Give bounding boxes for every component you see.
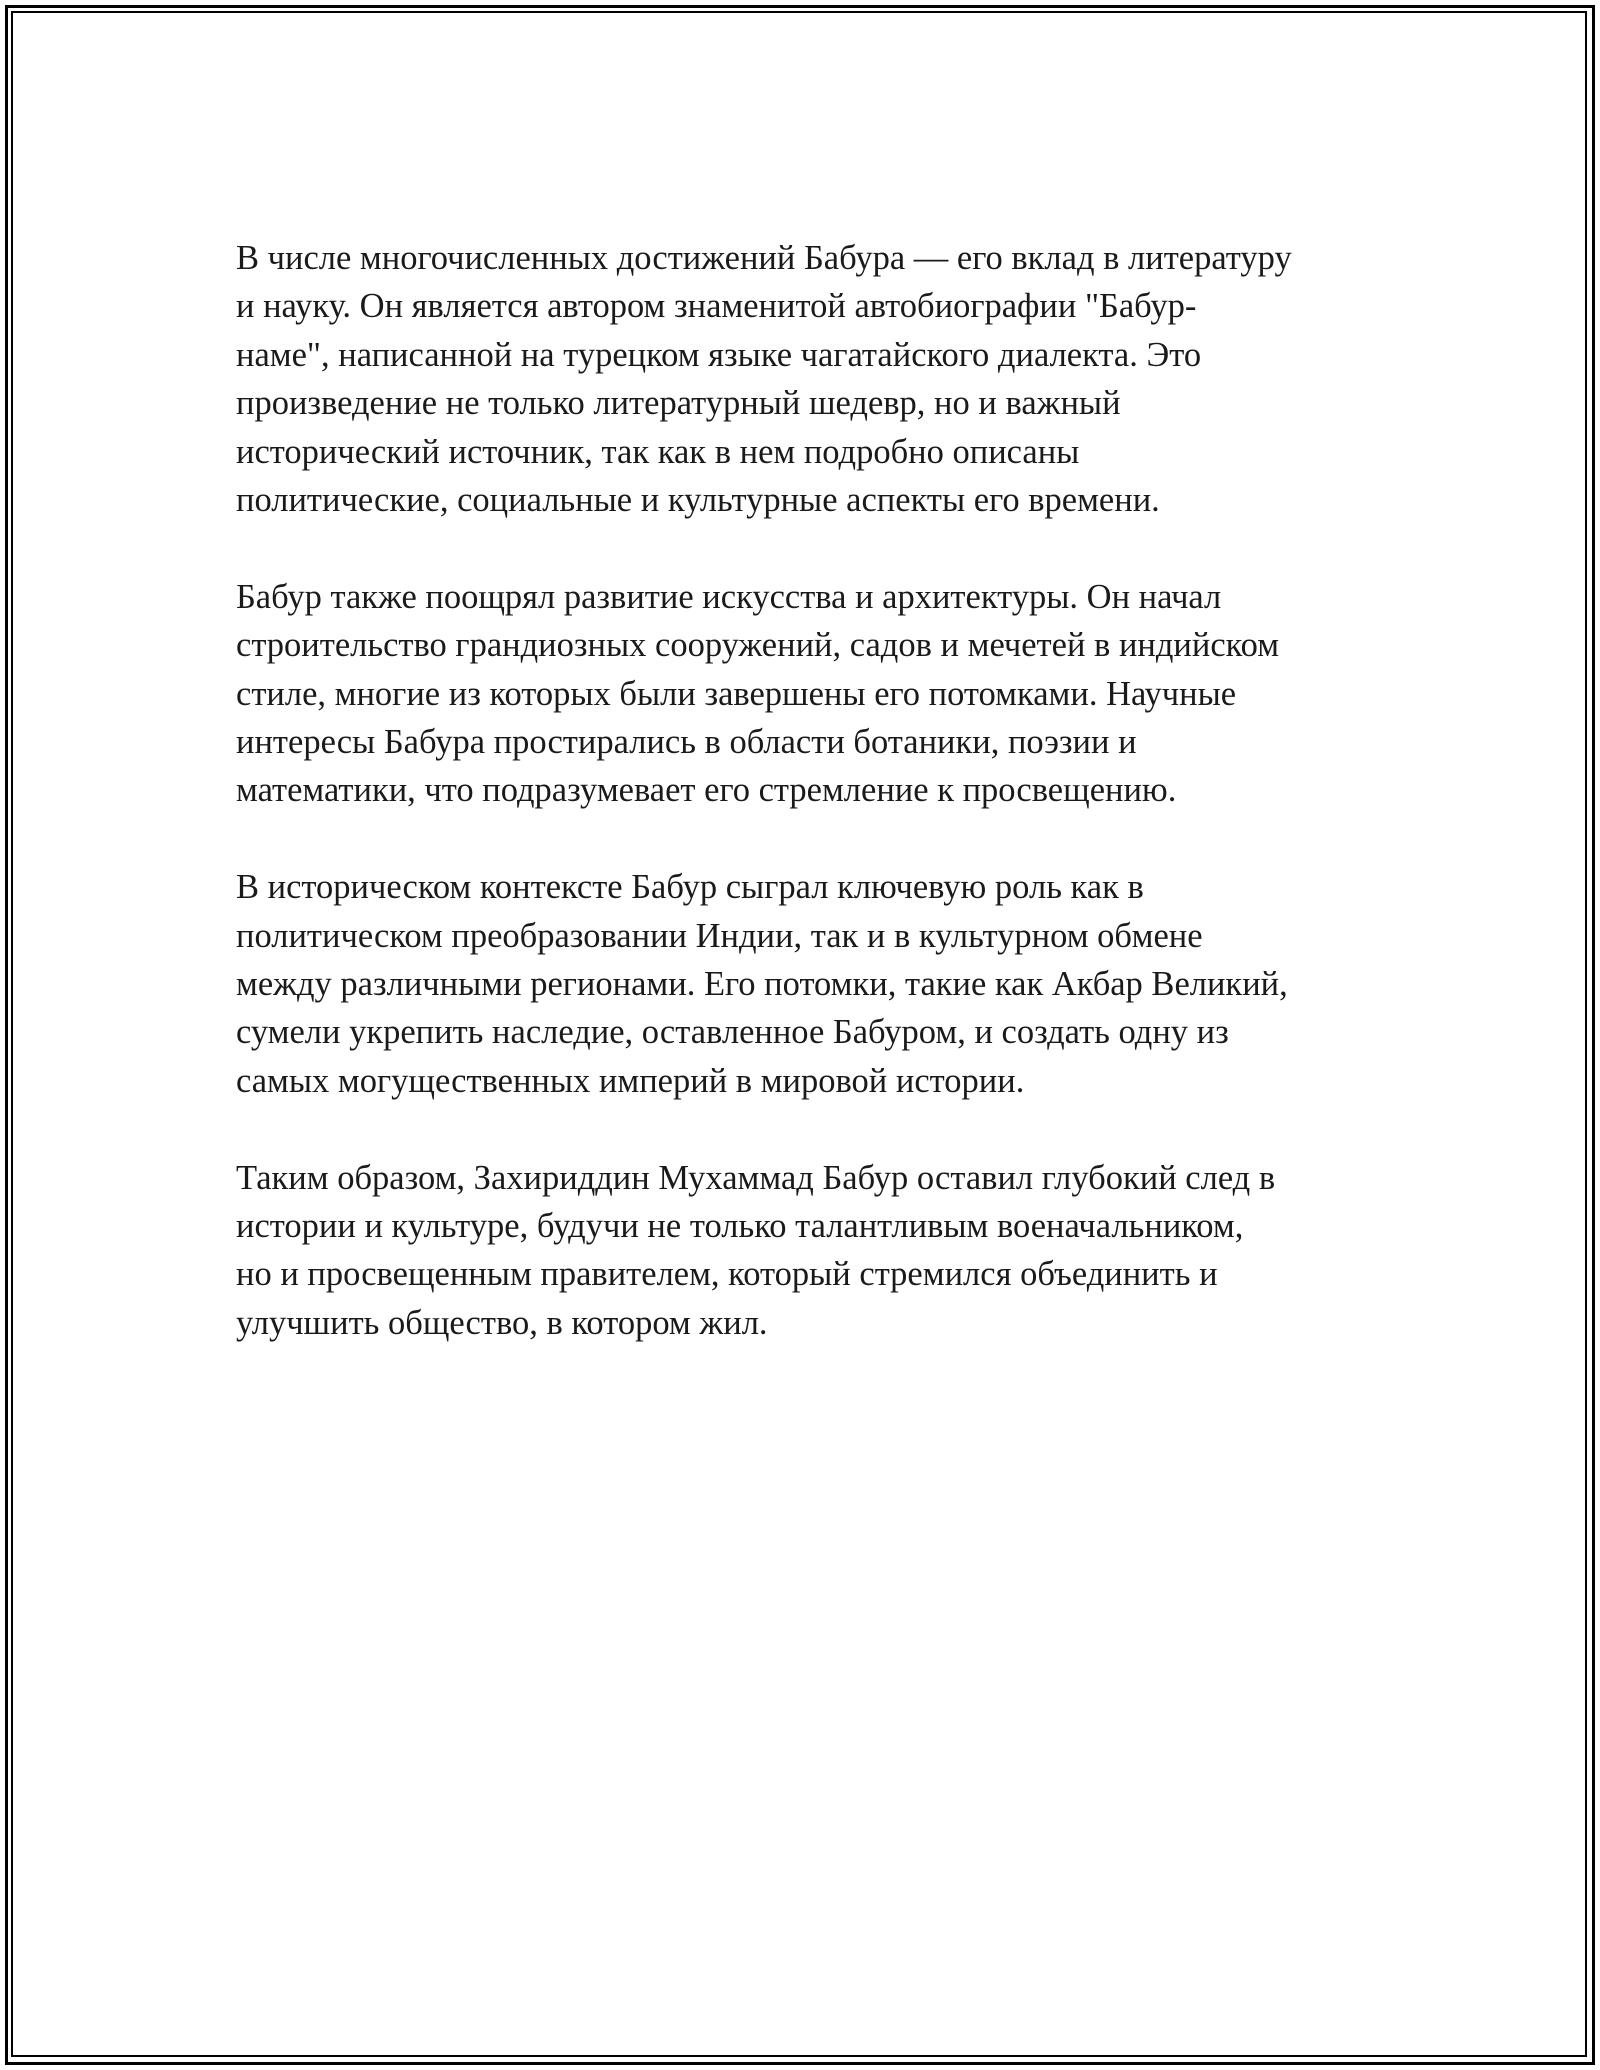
paragraph-history: В историческом контексте Бабур сыграл ключевую роль как в политическом преобразовании Индии, так и в культурном обмене между различными регионами. Его потомки, такие как Акбар Великий, сумели укрепить наследие, оставленное Бабуром, и создать одну из самых могущественных империй в мировой истории.	[236, 868, 1288, 1100]
paragraph-literature: В числе многочисленных достижений Бабура — его вклад в литературу и науку. Он является автором знаменитой автобиографии "Бабур- наме", написанной на турецком языке чагатайского диалекта. Это произведение не только литературный шедевр, но и важный исторический источник, так как в нем подробно описаны политические, социальные и культурные аспекты его времени.	[236, 239, 1292, 520]
paragraph-conclusion: Таким образом, Захириддин Мухаммад Бабур оставил глубокий след в истории и культуре, будучи не только талантливым военачальником, но и просвещенным правителем, который стремился объединить и улучшить общество, в котором жил.	[236, 1158, 1276, 1342]
document-body	[236, 234, 1386, 1347]
paragraph-arts: Бабур также поощрял развитие искусства и архитектуры. Он начал строительство грандиозных сооружений, садов и мечетей в индийском стиле, многие из которых были завершены его потомками. Научные интересы Бабура простирались в области ботаники, поэзии и математики, что подразумевает его стремление к просвещению.	[236, 577, 1280, 810]
